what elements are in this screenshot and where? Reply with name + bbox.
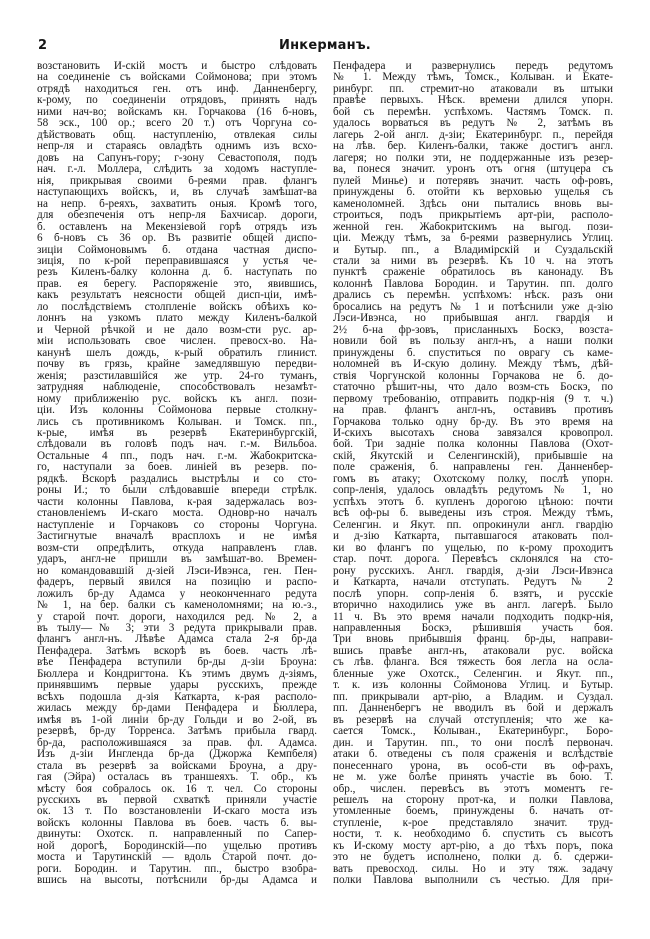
text-line: у старой почт. дороги, находился ред. № 2, а <box>37 611 317 623</box>
text-line: русскихъ въ первой схваткѣ приняли участіе <box>37 795 317 806</box>
text-line: вшись на высоты, потѣснили бр-ды Адамса и <box>37 875 317 887</box>
text-line: почву въ грязь, крайне замедлявшую передви- <box>37 359 317 371</box>
text-line: Лэси-Ивэнса, но прибывшая англ. гвардія и <box>333 313 613 325</box>
text-line: пп. Данненбергъ не вводилъ въ бой и держалъ <box>333 703 613 715</box>
text-line: ности, т. к. необходимо б. спустить съ высотъ <box>333 829 613 841</box>
text-line: бленные уже Охотск., Селенгин. и Якут. пп., <box>333 668 613 680</box>
text-line: Селенгин. и Якут. пп. опрокинули англ. гвардію <box>333 519 613 531</box>
text-line: ствія Чоргунской колонны Горчакова не б. до- <box>333 370 613 382</box>
text-line: на лѣв. бер. Киленъ-балки, также достигъ англ. <box>333 141 613 153</box>
text-line: 11 ч. Въ это время начали подходить подкр-нія, <box>333 611 613 623</box>
text-line: ринбург. пп. стремит-но атаковали въ штыки <box>333 83 613 95</box>
text-line: Три вновь прибывшія франц. бр-ды, направи- <box>333 634 613 646</box>
text-line: ки во флангъ по ущелью, по к-рому проходитъ <box>333 542 613 554</box>
text-line: гомъ въ атаку; Охотскому полку, послѣ упорн. <box>333 473 613 485</box>
text-line: жилась между бр-дами Пенфадера и Бюллера, <box>37 703 317 715</box>
text-line: на соединеніе съ войсками Соймонова; при этомъ <box>37 72 317 84</box>
text-line: двинуты: Охотск. п. направленный по Сапер- <box>37 829 317 841</box>
text-line: каменоломней. Здѣсь они пытались вновь вы- <box>333 198 613 210</box>
text-line: Застигнутые вначалѣ врасплохъ и не имѣя <box>37 531 317 543</box>
text-line: женной ген. Жабокритскимъ на выгод. пози- <box>333 221 613 233</box>
text-line: женія; разстилавшійся же утр. 24-го туманъ, <box>37 370 317 382</box>
text-line: и д-зію Каткарта, пытавшагося атаковать пол- <box>333 531 613 543</box>
text-line: и Черной рѣчкой и не дало возм-сти рус. ар- <box>37 324 317 336</box>
text-line: колоннѣ Павлова Бородин. и Тарутин. пп. долго <box>333 278 613 290</box>
text-line: лагеря; но полки эти, не поддержанные изъ резер- <box>333 152 613 164</box>
text-line: пп. прикрывали арт-рію, а Владим. и Суздал. <box>333 691 613 703</box>
text-line: для обезпеченія отъ непр-ля Бахчисар. дороги, <box>37 210 317 222</box>
text-line: на прав. флангъ англ-нъ, оставивъ противъ <box>333 405 613 417</box>
text-line: мѣсту боя собралось ок. 16 т. чел. Со стороны <box>37 783 317 795</box>
text-line: наступающихъ войскъ, и, въ случаѣ замѣшат-ва <box>37 187 317 199</box>
text-line: не м. уже болѣе принять участіе въ бою. Т. <box>333 772 613 784</box>
text-line: всѣ оф-ры б. выведены изъ строя. Между тѣмъ, <box>333 508 613 520</box>
text-line: го, наступали за боев. линіей въ резерв. по- <box>37 462 317 474</box>
text-line: отрядѣ находиться ген. отъ инф. Данненбергу, <box>37 83 317 95</box>
text-line: становленіемъ И-скаго моста. Одновр-но началъ <box>37 508 317 520</box>
text-line: бросались на редутъ № 1 и потѣснили уже д-зію <box>333 301 613 313</box>
text-line: флангъ англ-нъ. Лѣвѣе Адамса стала 2-я бр-да <box>37 634 317 646</box>
text-line: канунѣ шелъ дождь, к-рый обратилъ глинист. <box>37 347 317 359</box>
text-line: ло послѣдствіемъ столпленіе войскъ обѣихъ ко- <box>37 301 317 313</box>
text-line: лагерь 2-ой англ. д-зіи; Екатеринбург. п., перейдя <box>333 129 613 141</box>
text-line: № 1. Между тѣмъ, Томск., Колыван. и Екате- <box>333 72 613 84</box>
text-line: части колонны Павлова, к-рая задержалась воз- <box>37 496 317 508</box>
running-head-title: Инкерманъ. <box>279 38 371 53</box>
text-line: статочно рѣшит-ны, что дало возм-сть Боскэ, по <box>333 382 613 394</box>
text-line: бой съ перемѣн. успѣхомъ. Частямъ Томск. п. <box>333 106 613 118</box>
text-line: стала въ резервѣ за войсками Броуна, а дру- <box>37 760 317 772</box>
text-line: Бюллера и Кондригтона. Къ этимъ двумъ д-зіямъ, <box>37 668 317 680</box>
text-line: вшись правѣе англ-нъ, атаковали рус. войска <box>333 645 613 657</box>
page-number: 2 <box>38 38 48 53</box>
text-line: непр-ля и стараясь овладѣть однимъ изъ всхо- <box>37 141 317 153</box>
text-line: атаки б. отведены съ поля сраженія и вслѣдствіе <box>333 749 613 761</box>
text-line: Пенфадера и развернулись передъ редутомъ <box>333 61 613 72</box>
text-line: ноломней въ И-скую долину. Между тѣмъ, дѣй- <box>333 359 613 371</box>
text-line: вторично находились уже въ англ. лагерѣ. Было <box>333 600 613 612</box>
text-line: слѣдовали въ головѣ подъ нач. г.-м. Вильбоа. <box>37 439 317 451</box>
text-line: войскъ колонны Павлова въ боев. часть б. вы- <box>37 817 317 829</box>
text-line: ва, понеся значит. уронъ отъ огня (штуцера съ <box>333 164 613 176</box>
text-line: обр., числен. перевѣсъ въ этотъ моментъ ге- <box>333 783 613 795</box>
text-line: к-рые, имѣя въ резервѣ Екатеринбургскій, <box>37 428 317 439</box>
text-line: Остальные 4 пп., подъ нач. г.-м. Жабокритска- <box>37 450 317 462</box>
text-line: это не будетъ исполнено, полки д. б. сдержи- <box>333 852 613 864</box>
text-line: рону русскихъ. Англ. гвардія, д-зіи Лэси-Ивэнса <box>333 565 613 577</box>
text-column-right <box>333 61 613 887</box>
text-line: въ резервѣ на случай отступленія; что же ка- <box>333 714 613 726</box>
text-line: утомленные боемъ, принуждены б. начать от- <box>333 806 613 818</box>
text-line: ціи. Изъ колонны Соймонова первые столкну- <box>37 405 317 417</box>
text-line: моста и Тарутинскій — вдоль Старой почт. до- <box>37 852 317 864</box>
text-line: бр-да, расположившаяся за прав. фл. Адамса. <box>37 737 317 749</box>
text-line: вать превосход. силы. Но и эту тяж. задачу <box>333 863 613 875</box>
text-line: 6 б-новъ съ 36 ор. Въ развитіе общей диспо- <box>37 233 317 245</box>
text-line: возстановить И-скій мостъ и быстро слѣдовать <box>37 61 317 72</box>
text-line: ложилъ бр-ду Адамса у неоконченнаго редута <box>37 588 317 600</box>
text-line: затрудняя наблюденіе, способствовалъ незамѣт- <box>37 382 317 394</box>
text-line: решелъ на сторону прот-ка, и полки Павлова, <box>333 795 613 806</box>
text-line: лоннъ на узкомъ плато между Киленъ-балкой <box>37 313 317 325</box>
text-line: 58 эск., 100 ор.; всего 20 т.) отъ Чоргуна со- <box>37 118 317 130</box>
text-line: первому требованію, отправить подкр-нія (9 т. ч.) <box>333 393 613 405</box>
text-line: нія, прикрывая своими б-реями прав. флангъ <box>37 175 317 187</box>
text-line: возм-сти опредѣлить, откуда направленъ глав. <box>37 542 317 554</box>
text-line: дин. и Тарутин. пп., то они послѣ первонач. <box>333 737 613 749</box>
text-line: т. к. изъ колонны Соймонова Углиц. и Бутыр. <box>333 680 613 692</box>
text-line: имѣя въ 1-ой линіи бр-ду Гольди и во 2-ой, въ <box>37 714 317 726</box>
text-line: удалось ворваться въ редутъ № 2, затѣмъ въ <box>333 118 613 130</box>
text-line: правѣе первыхъ. Нѣск. времени длился упорн. <box>333 95 613 107</box>
text-line: зиціи Соймоновымъ б. отдана частная диспо- <box>37 244 317 256</box>
text-line: к-рому, по соединеніи отрядовъ, принять надъ <box>37 95 317 107</box>
text-line: понесеннаго урона, въ особ-сти въ оф-рахъ, <box>333 760 613 772</box>
text-line: принуждены б. отойти къ верховью ущелья съ <box>333 187 613 199</box>
text-line: ударъ, англ-не пришли въ замѣшат-во. Времен- <box>37 554 317 566</box>
text-line: всѣхъ подошла д-зія Каткарта, к-рая располо- <box>37 691 317 703</box>
text-line: какъ результатъ неясности общей дисп-ціи, имѣ- <box>37 290 317 302</box>
text-line: вѣе Пенфадера вступили бр-ды д-зіи Броуна: <box>37 657 317 669</box>
text-line: полки Павлова выполнили съ честью. Для при- <box>333 875 613 887</box>
text-line: и Бутыр. пп., а Владимірскій и Суздальскій <box>333 244 613 256</box>
text-line: направленныя Боскэ, рѣшившія участь боя. <box>333 622 613 634</box>
text-line: дѣйствовать общ. наступленію, отвлекая силы <box>37 129 317 141</box>
text-line: рядкѣ. Вскорѣ раздались выстрѣлы и со сто- <box>37 473 317 485</box>
text-line: прав. ея берегу. Распоряженіе это, явившись, <box>37 278 317 290</box>
text-line: бой. Три задніе полка колонны Павлова (Охот- <box>333 439 613 451</box>
text-line: лись съ противникомъ Колыван. и Томск. пп., <box>37 416 317 428</box>
text-line: ной дорогѣ, Бородинскій—по ущелью противъ <box>37 840 317 852</box>
text-line: принявшимъ первые удары русскихъ, прежде <box>37 680 317 692</box>
text-line: успѣхъ этотъ б. купленъ дорогою цѣною: почти <box>333 496 613 508</box>
text-line: довъ на Сапунъ-гору; г-зону Севастополя, подъ <box>37 152 317 164</box>
text-line: ціи. Между тѣмъ, за б-реями развернулись Углиц. <box>333 233 613 245</box>
text-line: резъ Киленъ-балку колонна д. б. наступать по <box>37 267 317 279</box>
text-line: гая (Эйра) осталась въ траншеяхъ. Т. обр., къ <box>37 772 317 784</box>
text-line: роны И.; то были слѣдовавшіе впереди стрѣлк. <box>37 485 317 497</box>
text-line: къ И-скому мосту арт-рію, а до тѣхъ поръ, пока <box>333 840 613 852</box>
text-line: принуждены б. спуститься по оврагу съ каме- <box>333 347 613 359</box>
text-line: нач. г.-л. Моллера, слѣдить за ходомъ наступле- <box>37 164 317 176</box>
text-line: зиція, по к-рой переправившаяся у устья че- <box>37 255 317 267</box>
text-line: наступленіе и Горчаковъ со стороны Чоргуна. <box>37 519 317 531</box>
text-line: скій, Якутскій и Селенгинскій), прибывшіе на <box>333 450 613 462</box>
text-line: сается Томск., Колыван., Екатеринбург., Боро- <box>333 726 613 738</box>
text-line: новили бой въ пользу англ-нъ, а наши полки <box>333 336 613 348</box>
text-line: стар. почт. дорога. Перевѣсъ склонялся на сто- <box>333 554 613 566</box>
text-line: но командовавшій д-зіей Лэси-Ивэнса, ген. Пен- <box>37 565 317 577</box>
text-line: ок. 13 т. По возстановленіи И-скаго моста изъ <box>37 806 317 818</box>
text-line: Изъ д-зіи Ингленда бр-да (Джоржа Кемпбеля) <box>37 749 317 761</box>
text-line: ному приближенію рус. войскъ къ англ. пози- <box>37 393 317 405</box>
text-line: б. оставленъ на Мекензіевой горѣ отрядъ изъ <box>37 221 317 233</box>
text-line: на непр. б-реяхъ, захватить оныя. Кромѣ того, <box>37 198 317 210</box>
text-line: пулей Минье) и потерявъ значит. часть оф-ровъ, <box>333 175 613 187</box>
text-line: въ тылу—№ 3; эти 3 редута прикрывали прав. <box>37 622 317 634</box>
text-line: фадеръ, первый явился на позицію и распо- <box>37 577 317 589</box>
text-line: поле сраженія, б. направлены ген. Данненбер- <box>333 462 613 474</box>
text-line: съ лѣв. фланга. Вся тяжесть боя легла на осла- <box>333 657 613 669</box>
text-line: ступленіе, к-рое представляло значит. труд- <box>333 817 613 829</box>
text-line: міи использовать свое числен. превосх-во. На- <box>37 336 317 348</box>
text-line: Пенфадера. Затѣмъ вскорѣ въ боев. часть лѣ- <box>37 645 317 657</box>
text-line: послѣ упорн. сопр-ленія б. взятъ, и русскіе <box>333 588 613 600</box>
text-line: 2½ б-на фр-зовъ, присланныхъ Боскэ, возста- <box>333 324 613 336</box>
text-line: стали за ними въ резервѣ. Къ 10 ч. на этотъ <box>333 255 613 267</box>
text-line: строиться, подъ прикрытіемъ арт-ріи, располо- <box>333 210 613 222</box>
text-line: резервѣ, бр-ду Торренса. Затѣмъ прибыла гвард. <box>37 726 317 738</box>
text-line: Горчакова только одну бр-ду. Въ это время на <box>333 416 613 428</box>
text-line: И-скихъ высотахъ снова завязался кровопрол. <box>333 428 613 439</box>
text-line: пунктѣ сраженіе обратилось въ канонаду. Въ <box>333 267 613 279</box>
text-column-left <box>37 61 317 887</box>
text-line: дрались съ перемѣн. успѣхомъ: нѣск. разъ они <box>333 290 613 302</box>
text-line: сопр-ленія, удалось овладѣть редутомъ № 1, но <box>333 485 613 497</box>
text-line: роги. Бородин. и Тарутин. пп., быстро взобра- <box>37 863 317 875</box>
text-line: и Каткарта, начали отступать. Редутъ № 2 <box>333 577 613 589</box>
text-line: № 1, на бер. балки съ каменоломнями; на ю.-з., <box>37 600 317 612</box>
text-line: ними нач-во; войскамъ кн. Горчакова (16 б-новъ, <box>37 106 317 118</box>
